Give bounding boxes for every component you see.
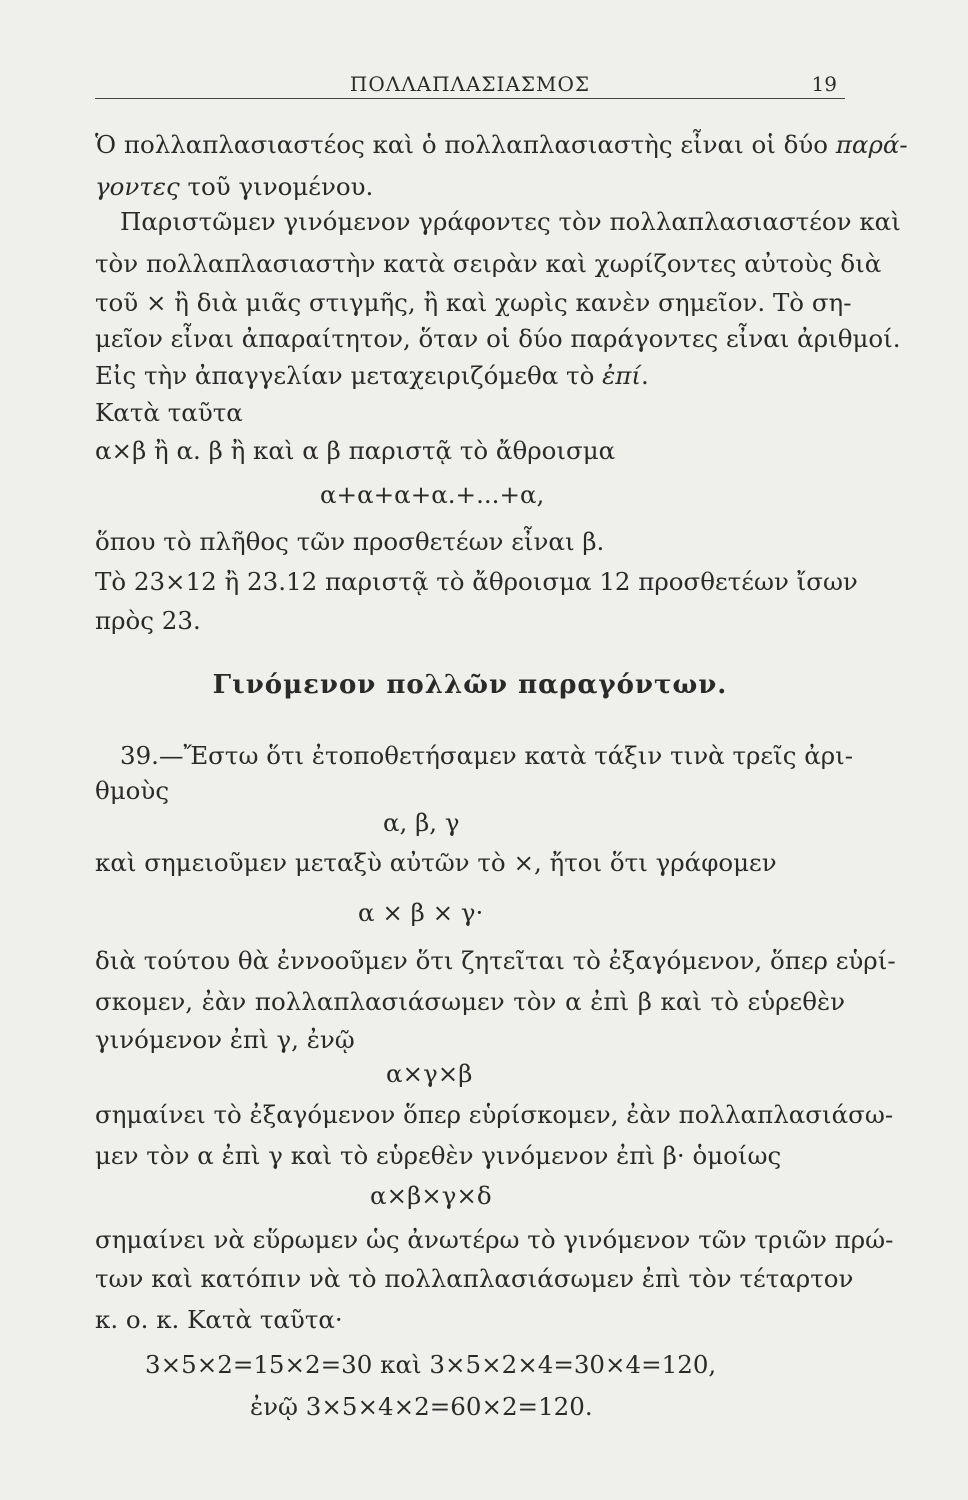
running-header: [95, 72, 845, 99]
text-line: α×β ἢ α. β ἢ καὶ α β παριστᾷ τὸ ἄθροισμα: [95, 436, 616, 465]
text-line: 39.—Ἔστω ὅτι ἐτοποθετήσαμεν κατὰ τάξιν τινὰ τρεῖς ἀρι-: [120, 741, 854, 770]
formula-product: α×β×γ×δ: [370, 1181, 492, 1210]
text-line: καὶ σημειοῦμεν μεταξὺ αὐτῶν τὸ ×, ἤτοι ὅτι γράφομεν: [95, 848, 777, 877]
text-line: Παριστῶμεν γινόμενον γράφοντες τὸν πολλαπλασιαστέον καὶ: [120, 207, 901, 236]
text-line: σκομεν, ἐὰν πολλαπλασιάσωμεν τὸν α ἐπὶ β καὶ τὸ εὑρεθὲν: [95, 987, 845, 1016]
text-line: Ὁ πολλαπλασιαστέος καὶ ὁ πολλαπλασιαστὴς εἶναι οἱ δύο παρά-: [95, 130, 908, 159]
text-line: πρὸς 23.: [95, 606, 201, 635]
text-line: τὸν πολλαπλασιαστὴν κατὰ σειρὰν καὶ χωρίζοντες αὐτοὺς διὰ: [95, 249, 882, 278]
formula-product: α×γ×β: [386, 1059, 473, 1088]
formula-variables: α, β, γ: [383, 808, 460, 837]
formula-product: α × β × γ·: [358, 898, 484, 927]
text-line: γοντες τοῦ γινομένου.: [95, 172, 374, 201]
text-line: κ. ο. κ. Κατὰ ταῦτα·: [95, 1305, 343, 1334]
text-line: ὅπου τὸ πλῆθος τῶν προσθετέων εἶναι β.: [95, 527, 605, 556]
text-line: Κατὰ ταῦτα: [95, 398, 243, 427]
text-line: Εἰς τὴν ἀπαγγελίαν μεταχειριζόμεθα τὸ ἐπί.: [95, 361, 649, 390]
page-number: 19: [811, 72, 837, 96]
chapter-title: ΠΟΛΛΑΠΛΑΣΙΑΣΜΟΣ: [349, 72, 591, 96]
text-line: τοῦ × ἢ διὰ μιᾶς στιγμῆς, ἢ καὶ χωρὶς κανὲν σημεῖον. Τὸ ση-: [95, 288, 852, 317]
text-line: διὰ τούτου θὰ ἐννοοῦμεν ὅτι ζητεῖται τὸ ἐξαγόμενον, ὅπερ εὑρί-: [95, 946, 896, 975]
formula-example: ἐνῷ 3×5×4×2=60×2=120.: [250, 1392, 593, 1421]
text-line: σημαίνει νὰ εὕρωμεν ὡς ἀνωτέρω τὸ γινόμενον τῶν τριῶν πρώ-: [95, 1225, 894, 1254]
text-line: σημαίνει τὸ ἐξαγόμενον ὅπερ εὑρίσκομεν, ἐὰν πολλαπλασιάσω-: [95, 1100, 894, 1129]
text-line: μεῖον εἶναι ἀπαραίτητον, ὅταν οἱ δύο παράγοντες εἶναι ἀριθμοί.: [95, 324, 901, 353]
text-line: των καὶ κατόπιν νὰ τὸ πολλαπλασιάσωμεν ἐπὶ τὸν τέταρτον: [95, 1264, 854, 1293]
text-line: θμοὺς: [95, 776, 170, 805]
text-line: μεν τὸν α ἐπὶ γ καὶ τὸ εὑρεθὲν γινόμενον ἐπὶ β· ὁμοίως: [95, 1141, 782, 1170]
text-line: Τὸ 23×12 ἢ 23.12 παριστᾷ τὸ ἄθροισμα 12 προσθετέων ἴσων: [95, 567, 858, 596]
formula-sum: α+α+α+α.+...+α,: [320, 480, 545, 509]
text-line: γινόμενον ἐπὶ γ, ἐνῷ: [95, 1025, 355, 1054]
section-heading: Γινόμενον πολλῶν παραγόντων.: [212, 670, 728, 700]
formula-example: 3×5×2=15×2=30 καὶ 3×5×2×4=30×4=120,: [145, 1350, 717, 1379]
